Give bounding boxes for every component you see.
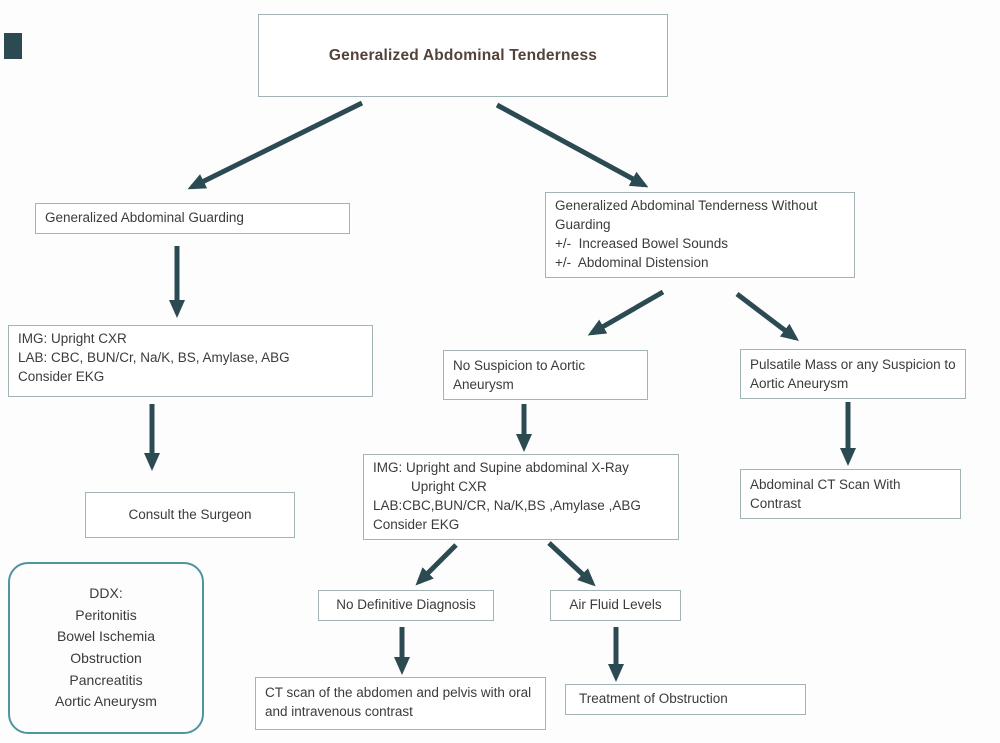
node-pulsatile-mass-suspicion	[740, 349, 966, 399]
ddx-item: Aortic Aneurysm	[55, 693, 157, 710]
arrow-without-to-pulsatile	[737, 294, 795, 338]
node-generalized-abdominal-tenderness	[258, 14, 668, 97]
node-treatment-of-obstruction	[565, 684, 806, 715]
ddx-item: Peritonitis	[75, 606, 137, 623]
node-tenderness-without-guarding	[545, 192, 855, 278]
ddx-heading: DDX:	[89, 584, 123, 601]
arrow-workup-middle-to-air-fluid	[549, 543, 592, 583]
node-no-definitive-diagnosis	[318, 590, 494, 621]
node-text: IMG: Upright CXR	[18, 331, 127, 346]
ddx-item: Bowel Ischemia	[56, 628, 156, 645]
node-abdominal-ct-with-contrast	[740, 469, 961, 519]
node-generalized-abdominal-guarding	[35, 203, 350, 234]
node-text: No Definitive Diagnosis	[336, 597, 476, 613]
arrow-title-to-guarding	[192, 103, 362, 187]
node-text: LAB:CBC,BUN/CR, Na/K,BS ,Amylase ,ABG	[373, 497, 641, 513]
node-text: No Suspicion to Aortic Aneurysm	[453, 358, 589, 392]
node-text: +/- Abdominal Distension	[555, 254, 709, 270]
corner-accent-mark	[4, 33, 22, 59]
node-no-suspicion-aortic-aneurysm	[443, 350, 648, 400]
node-text: Treatment of Obstruction	[579, 691, 728, 707]
node-ddx-list	[8, 562, 204, 734]
node-text: Abdominal CT Scan With Contrast	[750, 477, 905, 511]
arrow-without-to-no-suspicion	[592, 292, 663, 333]
node-text: Upright CXR	[411, 478, 487, 494]
ddx-item: Pancreatitis	[69, 671, 143, 688]
node-text: IMG: Upright and Supine abdominal X-Ray	[373, 460, 629, 475]
node-air-fluid-levels	[550, 590, 681, 621]
node-workup-middle	[363, 454, 679, 540]
node-text: Consider EKG	[18, 368, 105, 384]
node-text: Consult the Surgeon	[128, 506, 252, 522]
arrow-workup-middle-to-no-definitive	[419, 545, 456, 582]
node-text: CT scan of the abdomen and pelvis with oral and intravenous contrast	[265, 685, 535, 719]
node-text: LAB: CBC, BUN/Cr, Na/K, BS, Amylase, ABG	[18, 349, 290, 365]
node-text: Generalized Abdominal Guarding	[45, 210, 244, 226]
node-text: Air Fluid Levels	[569, 597, 662, 613]
node-text: +/- Increased Bowel Sounds	[555, 235, 728, 251]
node-text: Pulsatile Mass or any Suspicion to Aortic Aneurysm	[750, 357, 959, 391]
node-title-text: Generalized Abdominal Tenderness	[328, 46, 598, 64]
node-text: Consider EKG	[373, 516, 460, 532]
node-consult-the-surgeon	[85, 492, 295, 538]
ddx-item: Obstruction	[70, 650, 142, 666]
node-workup-left	[8, 325, 373, 397]
node-ct-scan-abdomen-pelvis	[255, 677, 546, 730]
node-text: Generalized Abdominal Tenderness Without Guarding	[555, 198, 822, 232]
arrow-title-to-without-guarding	[497, 105, 644, 185]
